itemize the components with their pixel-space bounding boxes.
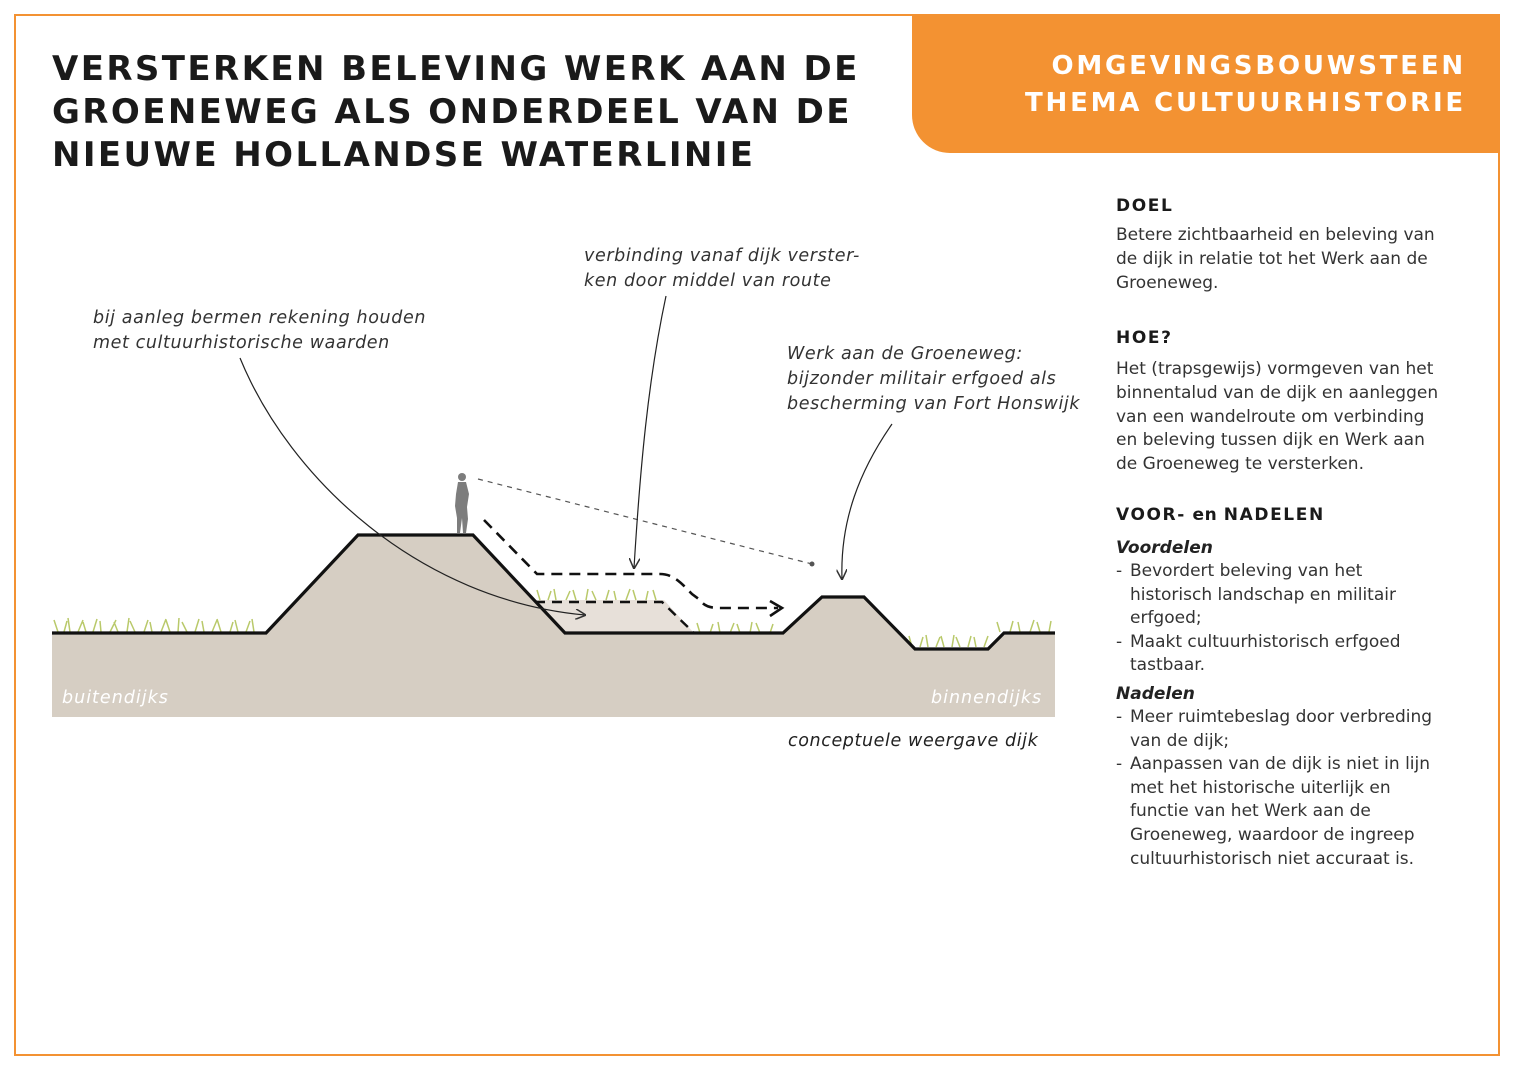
annotation-bermen <box>93 306 426 356</box>
annotation-bermen-line-2: met cultuurhistorische waarden <box>93 333 390 353</box>
annotation-verbinding <box>584 244 860 294</box>
voordeel-item: - Bevordert beleving van het historisch landschap en militair erfgoed; <box>1116 560 1488 631</box>
hoe-line: en beleving tussen dijk en Werk aan <box>1116 430 1425 451</box>
annotation-bermen-line-1: bij aanleg bermen rekening houden <box>93 308 427 328</box>
nadeel-line: van de dijk; <box>1130 730 1230 751</box>
voor-nadelen-heading-mid: en <box>1185 505 1224 525</box>
voordeel-line: erfgoed; <box>1130 608 1202 629</box>
nadeel-line: functie van het Werk aan de <box>1130 801 1371 822</box>
nadelen-label: Nadelen <box>1116 683 1195 704</box>
hoe-text <box>1116 358 1488 477</box>
annotation-werk <box>787 342 1080 417</box>
theme-tag-line-1: OMGEVINGSBOUWSTEEN <box>1051 51 1466 81</box>
voor-nadelen-heading <box>1116 505 1488 525</box>
nadeel-line: cultuurhistorisch niet accuraat is. <box>1130 848 1415 869</box>
title-line-1: VERSTERKEN BELEVING WERK AAN DE <box>52 49 860 89</box>
hoe-line: Het (trapsgewijs) vormgeven van het <box>1116 359 1434 379</box>
title-line-3: NIEUWE HOLLANDSE WATERLINIE <box>52 135 756 175</box>
doel-line: de dijk in relatie tot het Werk aan de <box>1116 248 1428 269</box>
voordeel-line: Bevordert beleving van het <box>1130 561 1363 581</box>
doel-line: Groeneweg. <box>1116 272 1219 293</box>
hoe-line: de Groeneweg te versterken. <box>1116 454 1364 475</box>
nadeel-line: Aanpassen van de dijk is niet in lijn <box>1130 754 1431 775</box>
sightline-end <box>810 562 815 567</box>
annotation-verbinding-line-2: ken door middel van route <box>584 271 832 291</box>
person-silhouette <box>455 473 469 533</box>
voor-nadelen-heading-end: NADELEN <box>1223 505 1325 525</box>
verbinding-leader <box>634 296 666 568</box>
nadeel-line: Meer ruimtebeslag door verbreding <box>1130 706 1433 727</box>
hoe-line: van een wandelroute om verbinding <box>1116 406 1425 427</box>
annotation-verbinding-line-1: verbinding vanaf dijk verster- <box>584 246 860 266</box>
theme-tag-line-2: THEMA CULTUURHISTORIE <box>1025 88 1466 118</box>
doel-text <box>1116 224 1488 295</box>
nadeel-line: Groeneweg, waardoor de ingreep <box>1130 824 1415 845</box>
voor-nadelen-section <box>1116 505 1488 871</box>
nadeel-line: met het historische uiterlijk en <box>1130 777 1391 798</box>
voordeel-line: historisch landschap en militair <box>1130 584 1396 605</box>
diagram-caption: conceptuele weergave dijk <box>788 731 1039 751</box>
doel-section <box>1116 196 1488 295</box>
werk-leader <box>842 424 892 579</box>
annotation-werk-line-1: Werk aan de Groeneweg: <box>787 344 1023 364</box>
doel-heading: DOEL <box>1116 196 1174 216</box>
nadeel-item: - Meer ruimtebeslag door verbreding van de dijk; <box>1116 706 1488 753</box>
label-buitendijks: buitendijks <box>62 688 169 708</box>
label-binnendijks: binnendijks <box>931 688 1043 708</box>
hoe-heading: HOE? <box>1116 328 1173 348</box>
voordeel-item: - Maakt cultuurhistorisch erfgoed tastbaar. <box>1116 631 1488 678</box>
sightline <box>478 479 812 564</box>
voordelen-label: Voordelen <box>1116 538 1213 558</box>
hoe-line: binnentalud van de dijk en aanleggen <box>1116 382 1439 403</box>
annotation-werk-line-2: bijzonder militair erfgoed als <box>787 369 1057 389</box>
doel-line: Betere zichtbaarheid en beleving van <box>1116 225 1435 245</box>
nadeel-item: - Aanpassen van de dijk is niet in lijn met het historische uiterlijk en functie van het Werk aan de Groeneweg, waardoor de ingreep cultuurhistorisch niet accuraat is. <box>1116 753 1488 871</box>
title-line-2: GROENEWEG ALS ONDERDEEL VAN DE <box>52 92 852 132</box>
voordeel-line: Maakt cultuurhistorisch erfgoed <box>1130 631 1401 652</box>
hoe-section <box>1116 328 1488 477</box>
voor-nadelen-heading-start: VOOR- <box>1116 505 1186 525</box>
annotation-werk-line-3: bescherming van Fort Honswijk <box>787 394 1081 414</box>
voordeel-line: tastbaar. <box>1130 655 1206 676</box>
